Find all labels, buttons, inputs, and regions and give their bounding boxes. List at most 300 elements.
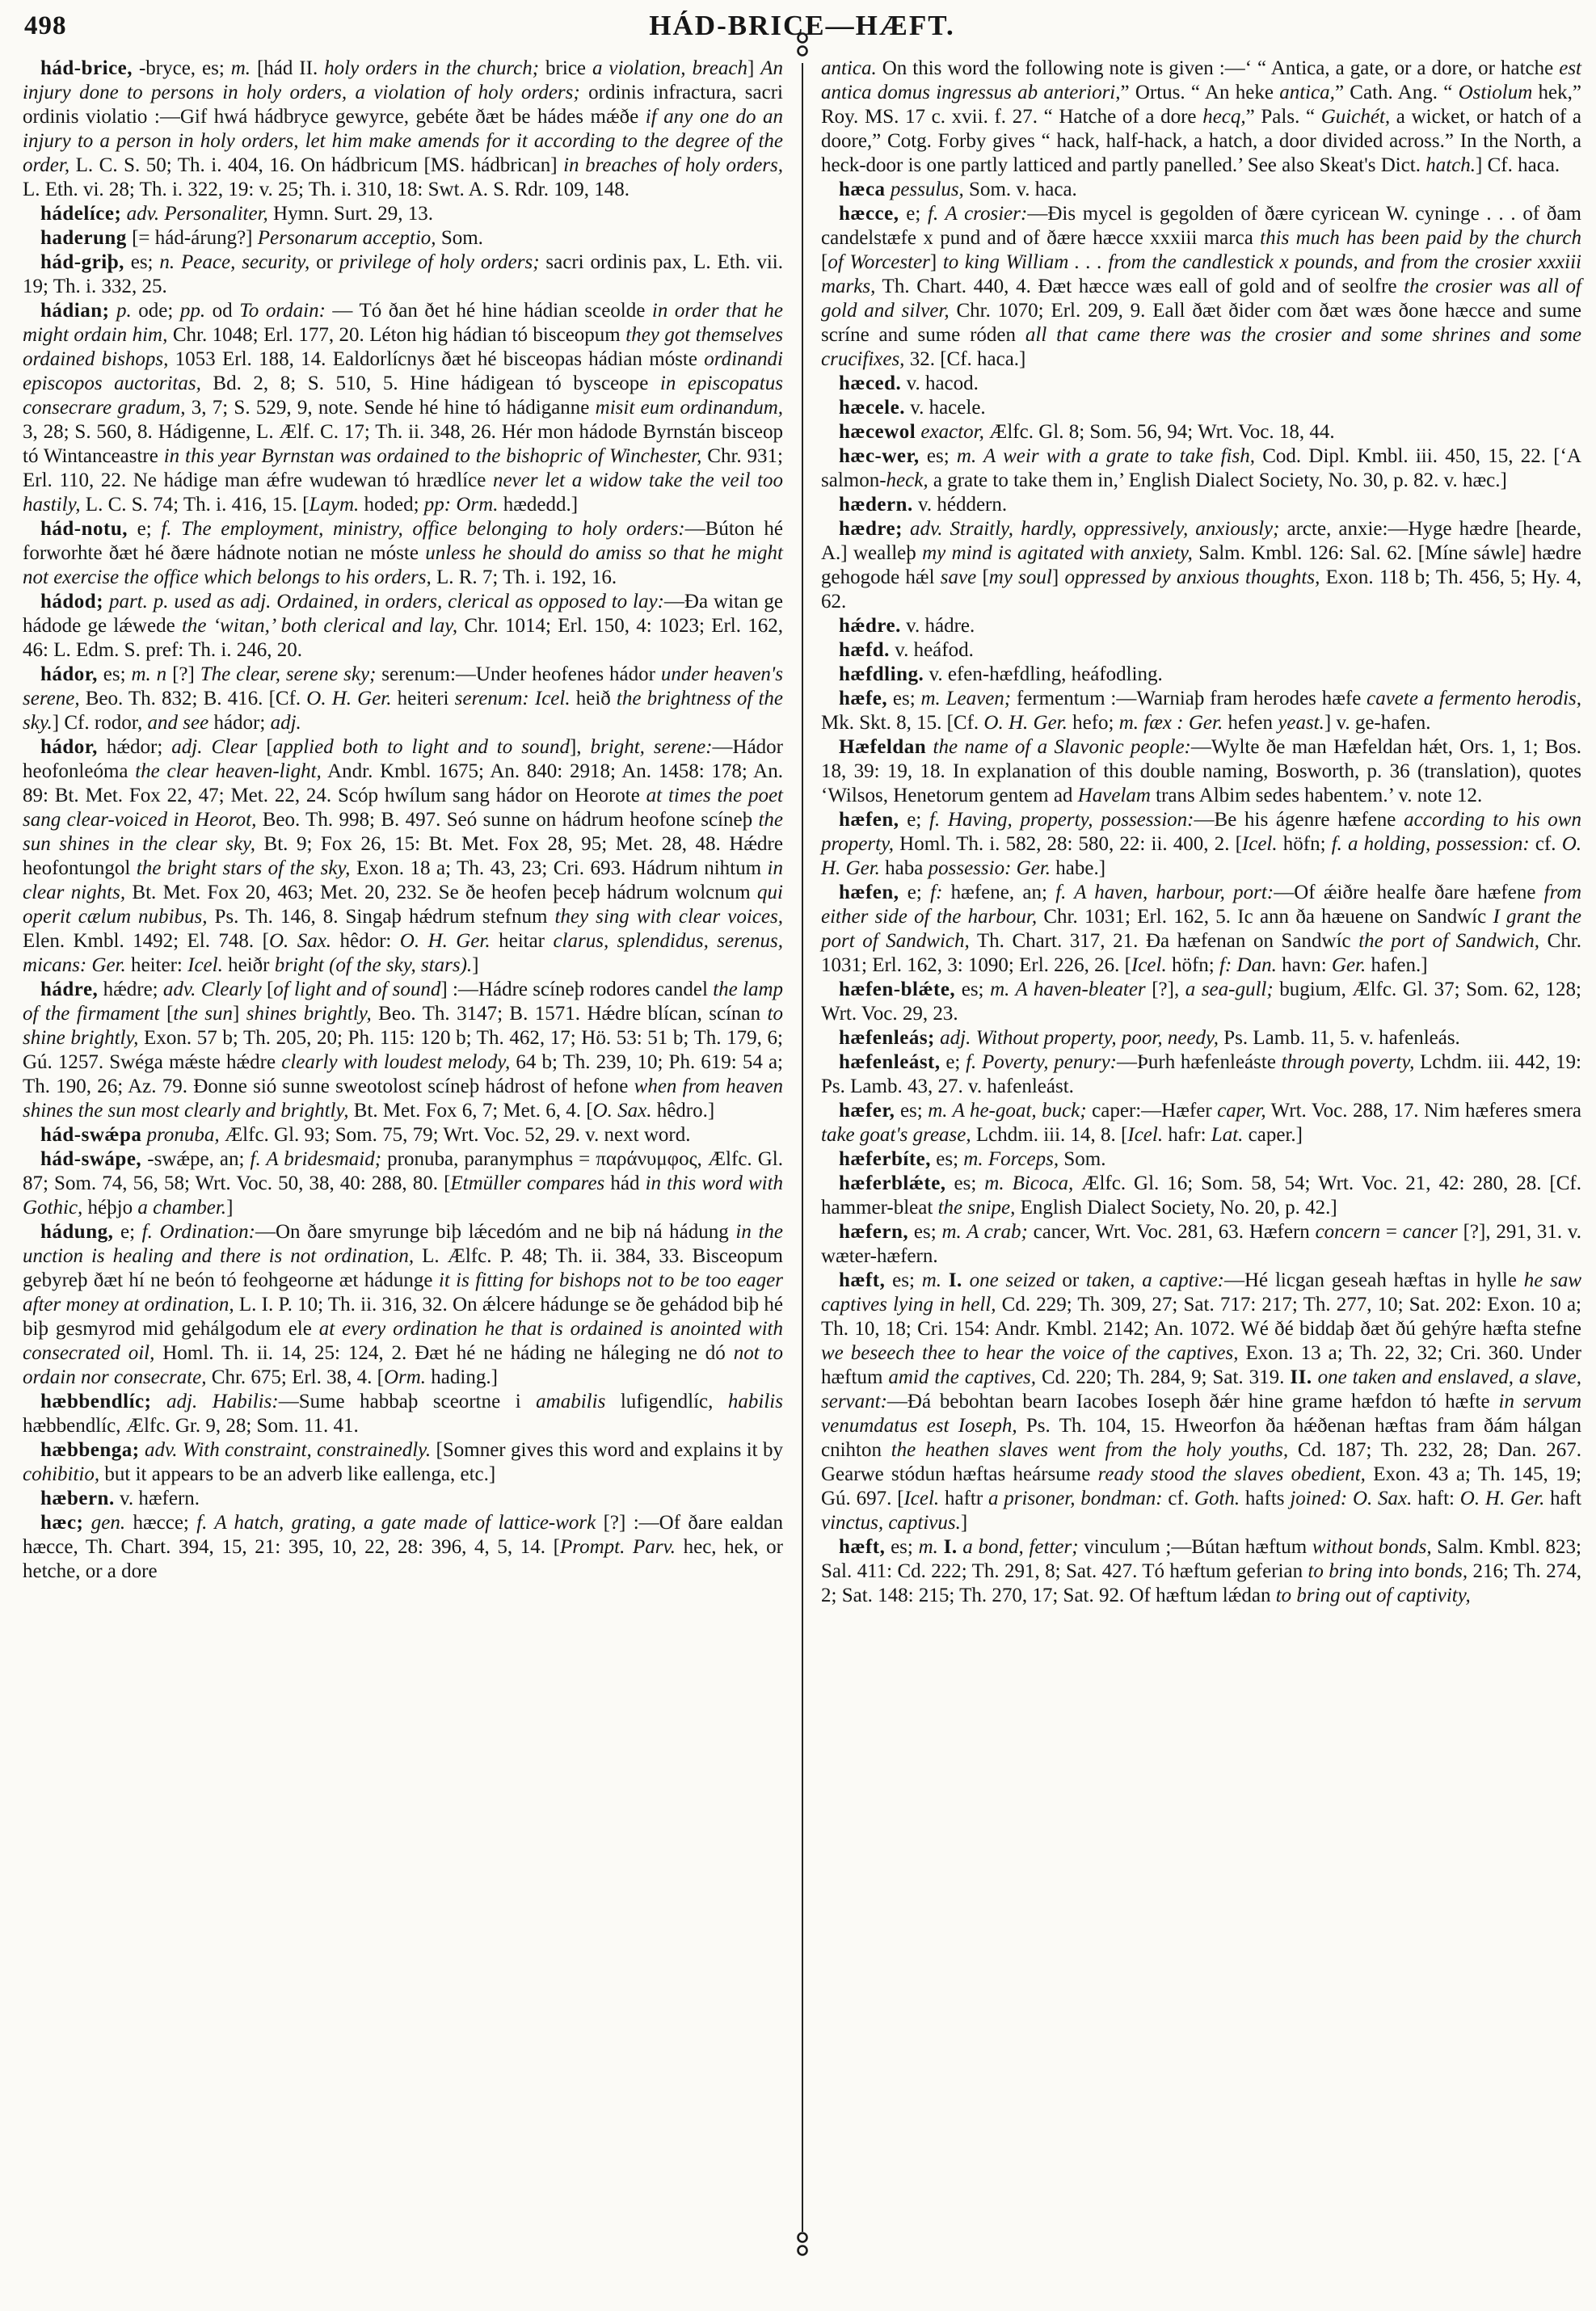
text-segment: höfn;: [1166, 954, 1219, 976]
text-segment: es;: [945, 1172, 985, 1194]
text-segment: a chamber.: [137, 1197, 227, 1219]
text-segment: [83, 1512, 91, 1534]
headword: I.: [943, 1536, 958, 1558]
text-segment: in order that he might ordain him,: [23, 300, 784, 346]
text-segment: exactor,: [920, 421, 984, 443]
text-segment: ],: [569, 736, 591, 758]
text-segment: pessulus,: [890, 179, 964, 200]
text-segment: hafen.]: [1366, 954, 1428, 976]
dictionary-entry: [821, 1147, 1581, 1172]
text-segment: without bonds,: [1312, 1536, 1432, 1558]
text-segment: Som. v. haca.: [963, 179, 1077, 200]
text-segment: v. efen-hæfdling, heáfodling.: [924, 663, 1163, 685]
divider-ornament-top-icon: [795, 31, 809, 60]
text-segment: or: [1055, 1269, 1087, 1291]
headword: hád-swǽpa: [40, 1124, 142, 1146]
text-segment: havn:: [1276, 954, 1332, 976]
text-segment: the clear heaven-light,: [135, 760, 322, 782]
text-segment: they got themselves ordained bishops,: [23, 324, 784, 370]
text-segment: to king William . . . from the candlestick x pounds, and from the crosier xxxiii marks,: [821, 251, 1581, 297]
text-segment: Mk. Skt. 8, 15. [Cf.: [821, 712, 984, 734]
text-segment: clarus, splendidus, serenus, micans:: [23, 930, 783, 976]
text-segment: Exon. 43 a; Th. 145, 19; Gú. 697. [: [821, 1463, 1582, 1509]
text-segment: privilege of holy orders;: [339, 251, 540, 273]
text-segment: hatch.: [1425, 154, 1476, 176]
text-segment: Exon. 13 a; Th. 22, 32; Cri. 360. Under hæftum: [821, 1342, 1581, 1388]
text-segment: at times the poet sang clear-voiced in Heorot,: [23, 785, 783, 831]
text-segment: -bryce, es;: [133, 57, 231, 79]
dictionary-entry: [23, 1438, 783, 1487]
text-segment: misit eum ordinandum,: [595, 397, 784, 419]
text-segment: adj. Habilis:: [166, 1391, 279, 1412]
text-segment: pronuba,: [146, 1124, 220, 1146]
text-segment: L. I. P. 10; Th. ii. 316, 32. On ǽlcere hádunge se ðe gehádod biþ hé biþ gesmyrod mid gehálgodum ele: [23, 1294, 783, 1340]
text-segment: in clear nights,: [23, 857, 783, 903]
text-segment: [?],: [1145, 979, 1185, 1000]
text-segment: heiter:: [125, 954, 188, 976]
text-segment: Elen. Kmbl. 1492; El. 748. [: [23, 930, 269, 952]
text-segment: pronuba, paranymphus = παράνυμφος, Ælfc. Gl. 87; Som. 74, 56, 58; Wrt. Voc. 50, 38, 40: 288, 80. [: [23, 1148, 783, 1194]
headword: hádor,: [40, 736, 98, 758]
text-segment: vinculum ;—Bútan hæftum: [1078, 1536, 1312, 1558]
text-segment: héþjo: [82, 1197, 138, 1219]
text-segment: m.: [921, 1269, 942, 1291]
text-segment: [938, 1536, 944, 1558]
text-segment: under heaven's serene,: [23, 663, 783, 709]
dictionary-entry: [821, 1220, 1581, 1269]
text-segment: m. Forceps,: [963, 1148, 1059, 1170]
text-segment: cavete a fermento herodis,: [1366, 688, 1581, 709]
text-segment: heiðr: [222, 954, 275, 976]
headword: II.: [1290, 1366, 1312, 1388]
text-segment: ] Cf. haca.: [1476, 154, 1560, 176]
text-segment: m. Bicoca,: [984, 1172, 1074, 1194]
headword: hæferblǽte,: [839, 1172, 946, 1194]
text-segment: es;: [97, 663, 132, 685]
text-segment: a sea-gull;: [1185, 979, 1274, 1000]
text-segment: antica.: [821, 57, 877, 79]
text-segment: ]: [929, 251, 943, 273]
divider-ornament-bottom-icon: [795, 2230, 809, 2259]
text-segment: To ordain:: [239, 300, 326, 322]
text-segment: [941, 1269, 949, 1291]
text-segment: possessio:: [928, 857, 1012, 879]
text-segment: es;: [885, 1269, 922, 1291]
text-segment: in servum venumdatus est Ioseph,: [821, 1391, 1581, 1437]
text-segment: and see: [147, 712, 209, 734]
text-segment: [: [976, 566, 989, 588]
text-segment: Beo. Th. 998; B. 497. Seó sunne on hádrum heofone scíneþ: [256, 809, 759, 831]
headword: hæft,: [839, 1269, 886, 1291]
text-segment: Chr. 1014; Erl. 150, 4: 1023; Erl. 162, 46: L. Edm. S. pref: Th. i. 246, 20.: [23, 615, 784, 661]
text-segment: shines brightly,: [246, 1003, 372, 1025]
text-segment: hek,” Roy. MS. 17 c. xvii. f. 27. “ Hatche of a dore: [821, 82, 1581, 128]
text-segment: adj. Clear: [171, 736, 258, 758]
text-segment: bright, serene:: [590, 736, 713, 758]
text-segment: es;: [895, 1100, 929, 1122]
dictionary-entry: [23, 590, 783, 663]
headword: hædern.: [839, 494, 913, 516]
text-segment: —Ðis mycel is gegolden of ðære cyricean W. cyninge . . . of ðam candelstæfe x pund and of ðære hæcce xxxiii marca: [821, 203, 1582, 249]
text-segment: O. H. Ger.: [821, 833, 1581, 879]
text-segment: Beo. Th. 3147; B. 1571. Hǽdre blícan, scínan: [371, 1003, 768, 1025]
text-segment: m. A crab;: [941, 1221, 1028, 1243]
text-segment: of Worcester: [827, 251, 930, 273]
text-segment: e;: [899, 809, 930, 831]
text-segment: e;: [899, 882, 931, 903]
text-segment: gen.: [91, 1512, 126, 1534]
text-segment: [: [159, 1003, 174, 1025]
text-segment: ode;: [131, 300, 180, 322]
text-segment: v. héddern.: [912, 494, 1008, 516]
text-segment: e;: [113, 1221, 142, 1243]
text-segment: L. C. S. 74; Th. i. 416, 15. [: [80, 494, 310, 516]
text-segment: habe.]: [1051, 857, 1106, 879]
headword: hædre;: [839, 518, 903, 540]
text-segment: Som.: [1059, 1148, 1106, 1170]
text-segment: haft:: [1412, 1488, 1460, 1509]
text-segment: in this year Byrnstan was ordained to the bishopric of Winchester,: [163, 445, 702, 467]
text-segment: —Þurh hæfenleáste: [1117, 1051, 1282, 1073]
text-segment: O. Sax.: [268, 930, 332, 952]
text-segment: —Ðá bebohtan bearn Iacobes Ioseph ðǽr hine grame hæfdon tó hæfte: [886, 1391, 1499, 1412]
text-segment: Chr. 1070; Erl. 209, 9. Eall ðæt ðider com ðæt wæs ðone hæcce and sume scríne and sume róden: [821, 300, 1582, 346]
text-segment: hoded;: [359, 494, 424, 516]
text-segment: Cd. 220; Th. 284, 9; Sat. 319.: [1036, 1366, 1291, 1388]
text-segment: Homl. Th. ii. 14, 25: 124, 2. Ðæt hé ne háding ne háleging ne dó: [154, 1342, 734, 1364]
text-segment: bugium, Ælfc. Gl. 37; Som. 62, 128; Wrt. Voc. 29, 23.: [821, 979, 1581, 1025]
text-segment: es;: [919, 445, 957, 467]
text-segment: when from heaven shines the sun most clearly and brightly,: [23, 1076, 783, 1122]
text-segment: [903, 518, 910, 540]
two-column-text-area: [23, 57, 1581, 2254]
text-segment: es;: [124, 251, 160, 273]
text-segment: [962, 1269, 970, 1291]
text-segment: es;: [955, 979, 991, 1000]
headword: hæced.: [839, 373, 902, 394]
text-segment: ]: [472, 954, 479, 976]
text-segment: Icel.: [187, 954, 223, 976]
text-segment: from either side of the harbour,: [821, 882, 1582, 928]
text-segment: take goat's grease,: [821, 1124, 971, 1146]
text-segment: 216; Th. 274, 2; Sat. 148: 215; Th. 270, 17; Sat. 92. Of hæftum lǽdan: [821, 1560, 1581, 1606]
dictionary-entry: [821, 1172, 1581, 1220]
text-segment: m. n: [131, 663, 167, 685]
text-segment: hefen: [1223, 712, 1278, 734]
text-segment: a grate to take them in,’ English Dialect Society, No. 30, p. 82. v. hæc.]: [928, 469, 1507, 491]
text-segment: Prompt. Parv.: [560, 1536, 676, 1558]
text-segment: ” Cath. Ang. “: [1334, 82, 1459, 103]
text-segment: Th. Chart. 440, 4. Ðæt hæcce wæs eall of gold and of seolfre: [875, 276, 1404, 297]
text-segment: holy orders in the church;: [324, 57, 540, 79]
text-segment: applied both to light and to sound: [272, 736, 570, 758]
text-segment: O. H. Ger.: [1459, 1488, 1545, 1509]
text-segment: Exon. 118 b; Th. 456, 5; Hy. 4, 62.: [821, 566, 1582, 612]
headword: hádelíce;: [40, 203, 122, 225]
text-segment: hefo;: [1067, 712, 1119, 734]
text-segment: Ps. Th. 104, 15. Hweorfon ða hǽðenan hæftas fram ðám hálgan cnihton: [821, 1415, 1582, 1461]
text-segment: the sun shines in the clear sky,: [23, 809, 784, 855]
text-segment: L. Ælfc. P. 48; Th. ii. 384, 33. Bisceopum gebyreþ ðæt hí ne beón tó feohgeorne æt hádunge: [23, 1245, 783, 1291]
text-segment: ready stood the slaves obedient,: [1097, 1463, 1366, 1485]
text-segment: serenum:—Under heofenes hádor: [376, 663, 661, 685]
text-segment: ordinandi episcopos auctoritas,: [23, 348, 783, 394]
text-segment: L. R. 7; Th. i. 192, 16.: [431, 566, 617, 588]
text-segment: Andr. Kmbl. 1675; An. 840: 2918; An. 1458: 178; An. 89: Bt. Met. Fox 22, 47; Met. 22, 24. Scóp hwílum sang hádor on Heorote: [23, 760, 783, 806]
text-segment: n. Peace, security,: [159, 251, 310, 273]
text-segment: Icel.: [534, 688, 571, 709]
text-segment: we beseech thee to hear the voice of the captives,: [821, 1342, 1239, 1364]
text-segment: yeast.: [1278, 712, 1324, 734]
dictionary-entry: [821, 735, 1581, 808]
text-segment: ” Ortus. “ An heke: [1120, 82, 1280, 103]
text-segment: Icel.: [903, 1488, 940, 1509]
entry-continuation: [821, 57, 1581, 178]
dictionary-entry: [821, 614, 1581, 638]
text-segment: the crosier was all of gold and silver,: [821, 276, 1581, 322]
text-segment: the brightness of the sky.: [23, 688, 784, 734]
dictionary-entry: [821, 638, 1581, 663]
headword: hæbern.: [40, 1488, 115, 1509]
text-segment: not to ordain nor consecrate,: [23, 1342, 783, 1388]
text-segment: sacri ordinis pax, L. Eth. vii. 19; Th. i. 332, 25.: [23, 251, 783, 297]
dictionary-entry: [23, 202, 783, 226]
text-segment: cancer: [1402, 1221, 1458, 1243]
left-column: [23, 57, 783, 1584]
text-segment: Cd. 229; Th. 309, 27; Sat. 717: 217; Th. 277, 10; Sat. 202: Exon. 10 a; Th. 10, 18; Cri. 154: Andr. Kmbl. 2142; An. 1072. Wé ðé biddaþ ðæt ðú gehýre hæfta stefne: [821, 1294, 1581, 1340]
text-segment: Exon. 18 a; Th. 43, 23; Cri. 693. Hádrum nihtum: [350, 857, 768, 879]
text-segment: hǽdor;: [97, 736, 172, 758]
text-segment: — Tó ðan ðet hé hine hádian sceolde: [325, 300, 652, 322]
headword: hád-griþ,: [40, 251, 124, 273]
text-segment: the snipe,: [937, 1197, 1016, 1219]
text-segment: —Sume habbaþ sceortne i: [278, 1391, 537, 1412]
text-segment: Ælfc. Gl. 16; Som. 58, 54; Wrt. Voc. 21, 42: 280, 28. [Cf. hammer-bleat: [821, 1172, 1581, 1219]
text-segment: oppressed by anxious thoughts,: [1064, 566, 1320, 588]
dictionary-entry: [821, 202, 1581, 372]
text-segment: vinctus, captivus.: [821, 1512, 961, 1534]
text-segment: hêdro.]: [651, 1100, 715, 1122]
text-segment: adj. Without property, poor, needy,: [940, 1027, 1219, 1049]
text-segment: od: [205, 300, 240, 322]
text-segment: according to his own property,: [821, 809, 1581, 855]
text-segment: qui operit cælum nubibus,: [23, 882, 783, 928]
text-segment: f. A haven, harbour, port:: [1055, 882, 1274, 903]
text-segment: v. hæfern.: [114, 1488, 200, 1509]
text-segment: if any one do an injury to a person in holy orders, let him make amends for it according to the degree of the order,: [23, 106, 783, 176]
dictionary-entry: [821, 808, 1581, 881]
text-segment: unless he should do amiss so that he might not exercise the office which belongs to his orders,: [23, 542, 783, 588]
text-segment: e;: [128, 518, 162, 540]
text-segment: An injury done to persons in holy orders, a violation of holy orders;: [23, 57, 783, 103]
dictionary-entry: [23, 1220, 783, 1390]
text-segment: joined:: [1290, 1488, 1348, 1509]
text-segment: 32. [Cf. haca.]: [904, 348, 1026, 370]
text-segment: Salm. Kmbl. 126: Sal. 62. [Míne sáwle] hædre gehogode hǽl: [821, 542, 1581, 588]
text-segment: f. Having, property, possession:: [929, 809, 1194, 831]
text-segment: through poverty,: [1281, 1051, 1415, 1073]
headword: I.: [948, 1269, 962, 1291]
text-segment: f. A bridesmaid;: [250, 1148, 382, 1170]
text-segment: Dan.: [1236, 954, 1277, 976]
text-segment: —Búton hé forworhte ðæt hé ðære hádnote notian ne móste: [23, 518, 783, 564]
text-segment: the sun: [173, 1003, 234, 1025]
text-segment: my mind is agitated with anxiety,: [922, 542, 1193, 564]
text-segment: heitar: [490, 930, 554, 952]
text-segment: a prisoner, bondman:: [987, 1488, 1163, 1509]
dictionary-entry: [821, 1026, 1581, 1050]
text-segment: adj.: [270, 712, 301, 734]
text-segment: Chr. 1048; Erl. 177, 20. Léton hig hádian tó bisceopum: [167, 324, 626, 346]
text-segment: ] :—Hádre scíneþ rodores candel: [440, 979, 714, 1000]
text-segment: e;: [899, 203, 929, 225]
dictionary-entry: [23, 517, 783, 590]
dictionary-entry: [821, 372, 1581, 396]
dictionary-entry: [23, 735, 783, 978]
headword: hæfdling.: [839, 663, 924, 685]
text-segment: -swǽpe, an;: [141, 1148, 251, 1170]
text-segment: bright (of the sky, stars).: [274, 954, 473, 976]
text-segment: ” Pals. “: [1245, 106, 1321, 128]
text-segment: [1312, 1366, 1318, 1388]
text-segment: Chr. 1031; Erl. 162, 5. Ic ann ða hæuene on Sandwíc: [1037, 906, 1493, 928]
text-segment: Bt. 9; Fox 26, 15: Bt. Met. Fox 28, 95; Met. 28, 48. Hǽdre heofontungol: [23, 833, 783, 879]
text-segment: m. Leaven;: [920, 688, 1012, 709]
text-segment: 64 b; Th. 239, 10; Ph. 619: 54 a; Th. 190, 26; Az. 79. Ðonne sió sunne sweotolost scíneþ hádrost of hefone: [23, 1051, 783, 1097]
dictionary-entry: [23, 299, 783, 517]
headword: hæcce,: [839, 203, 899, 225]
text-segment: hædedd.]: [498, 494, 579, 516]
text-segment: this much has been paid by the church: [1260, 227, 1581, 249]
headword: hádian;: [40, 300, 110, 322]
text-segment: Ger.: [1016, 857, 1051, 879]
text-segment: at every ordination he that is ordained is anointed with consecrated oil,: [23, 1318, 783, 1364]
text-segment: [151, 1391, 166, 1412]
text-segment: Icel.: [1241, 833, 1278, 855]
text-segment: fermentum :—Warniaþ fram herodes hæfe: [1011, 688, 1367, 709]
text-segment: hæcce;: [125, 1512, 197, 1534]
headword: hæfen-blǽte,: [839, 979, 956, 1000]
text-segment: O. H. Ger.: [399, 930, 491, 952]
text-segment: —Be his ágenre hæfene: [1194, 809, 1404, 831]
text-segment: Ger.: [91, 954, 126, 976]
text-segment: serenum:: [454, 688, 529, 709]
text-segment: —Ða witan ge hádode ge lǽwede: [23, 591, 783, 637]
text-segment: —Hé licgan geseah hæftas in hylle: [1224, 1269, 1524, 1291]
text-segment: English Dialect Society, No. 20, p. 42.]: [1015, 1197, 1337, 1219]
text-segment: caper:—Hæfer: [1086, 1100, 1218, 1122]
headword: hádod;: [40, 591, 104, 612]
text-segment: ]: [233, 1003, 246, 1025]
text-segment: Ps. Th. 146, 8. Singaþ hǽdrum stefnum: [207, 906, 555, 928]
text-segment: v. heáfod.: [889, 639, 974, 661]
text-segment: es;: [885, 1536, 919, 1558]
text-segment: Ælfc. Gl. 93; Som. 75, 79; Wrt. Voc. 52, 29. v. next word.: [219, 1124, 691, 1146]
text-segment: one taken and enslaved, a slave, servant:: [821, 1366, 1582, 1412]
text-segment: 1053 Erl. 188, 14. Ealdorlícnys ðæt hé bisceopas hádian móste: [168, 348, 705, 370]
text-segment: höfn;: [1277, 833, 1332, 855]
text-segment: lufigendlíc,: [605, 1391, 728, 1412]
text-segment: ]: [960, 1512, 968, 1534]
text-segment: m.: [230, 57, 251, 79]
headword: hádre,: [40, 979, 99, 1000]
right-column: [821, 57, 1581, 1608]
text-segment: of light and of sound: [273, 979, 441, 1000]
headword: hæfe,: [839, 688, 888, 709]
text-segment: never let a widow take the veil too hastily,: [23, 469, 783, 516]
headword: haderung: [40, 227, 127, 249]
text-segment: m. A haven-bleater: [990, 979, 1146, 1000]
text-segment: a violation, breach: [592, 57, 747, 79]
text-segment: O. Sax.: [1352, 1488, 1413, 1509]
text-segment: part. p. used as adj. Ordained, in orders, clerical as opposed to lay:: [108, 591, 664, 612]
text-segment: Orm.: [456, 494, 499, 516]
text-segment: p.: [116, 300, 132, 322]
headword: hæfd.: [839, 639, 890, 661]
text-segment: L. C. S. 50; Th. i. 404, 16. On hádbricum [MS. hádbrican]: [69, 154, 564, 176]
text-segment: adv. With constraint, constrainedly.: [145, 1439, 432, 1461]
text-segment: On this word the following note is given :—‘ “ Antica, a gate, or a dore, or hatche: [876, 57, 1560, 79]
text-segment: Chr. 931; Erl. 110, 22. Ne hádige man ǽfre wudewan tó hrædlíce: [23, 445, 783, 491]
text-segment: O. H. Ger.: [306, 688, 392, 709]
text-segment: haftr: [939, 1488, 988, 1509]
text-segment: adv. Personaliter,: [126, 203, 268, 225]
dictionary-entry: [821, 493, 1581, 517]
text-segment: in breaches of holy orders,: [563, 154, 784, 176]
text-segment: m. fæx :: [1118, 712, 1184, 734]
text-segment: in the unction is healing and there is not ordination,: [23, 1221, 783, 1267]
text-segment: clearly with loudest melody,: [281, 1051, 511, 1073]
text-segment: [hád II.: [251, 57, 325, 79]
text-segment: the name of a Slavonic people:: [933, 736, 1191, 758]
text-segment: concern: [1315, 1221, 1381, 1243]
text-segment: heck,: [886, 469, 929, 491]
text-segment: L. Eth. vi. 28; Th. i. 322, 19: v. 25; Th. i. 310, 18: Swt. A. S. Rdr. 109, 148.: [23, 179, 630, 200]
divider-rule: [802, 63, 803, 2232]
headword: hádung,: [40, 1221, 114, 1243]
text-segment: brice: [539, 57, 592, 79]
dictionary-entry: [23, 978, 783, 1123]
headword: hæcele.: [839, 397, 905, 419]
text-segment: v. hacod.: [901, 373, 979, 394]
text-segment: es;: [931, 1148, 964, 1170]
text-segment: a wicket, or hatch of a doore,” Cotg. Forby gives “ hack, half-hack, a hatch, a door divided across.” In the North, a heck-door is one partly latticed and partly panelled.’ See also Skeat's Dict.: [821, 106, 1581, 176]
running-head: HÁD-BRICE—HÆFT.: [649, 10, 955, 41]
dictionary-entry: [821, 687, 1581, 735]
text-segment: to shine brightly,: [23, 1003, 783, 1049]
dictionary-entry: [821, 1535, 1581, 1608]
text-segment: hǽdre;: [98, 979, 163, 1000]
headword: hæc;: [40, 1512, 84, 1534]
text-segment: ] Cf. rodor,: [52, 712, 148, 734]
text-segment: Th. Chart. 317, 21. Ða hæfenan on Sandwíc: [969, 930, 1359, 952]
text-segment: hæbbendlíc, Ælfc. Gr. 9, 28; Som. 11. 41.: [23, 1415, 359, 1437]
headword: hæca: [839, 179, 886, 200]
text-segment: or: [310, 251, 339, 273]
text-segment: hafr:: [1163, 1124, 1211, 1146]
text-segment: amabilis: [536, 1391, 606, 1412]
text-segment: 3, 28; S. 560, 8. Hádigenne, L. Ælf. C. 17; Th. ii. 348, 26. Hér mon hádode Byrnstán bisceop tó Wintanceastre: [23, 421, 783, 467]
text-segment: [?] :—Of ðare ealdan hæcce, Th. Chart. 394, 15, 21: 395, 10, 22, 28: 396, 4, 5, 14. [: [23, 1512, 783, 1558]
text-segment: hafts: [1240, 1488, 1291, 1509]
text-segment: in episcopatus consecrare gradum,: [23, 373, 783, 419]
text-segment: e;: [940, 1051, 966, 1073]
text-segment: Lchdm. iii. 442, 19: Ps. Lamb. 43, 27. v. hafenleást.: [821, 1051, 1581, 1097]
text-segment: [926, 736, 933, 758]
text-segment: Ælfc. Gl. 8; Som. 56, 94; Wrt. Voc. 18, 44.: [983, 421, 1335, 443]
text-segment: I grant the port of Sandwich,: [821, 906, 1582, 952]
headword: hæfern,: [839, 1221, 909, 1243]
